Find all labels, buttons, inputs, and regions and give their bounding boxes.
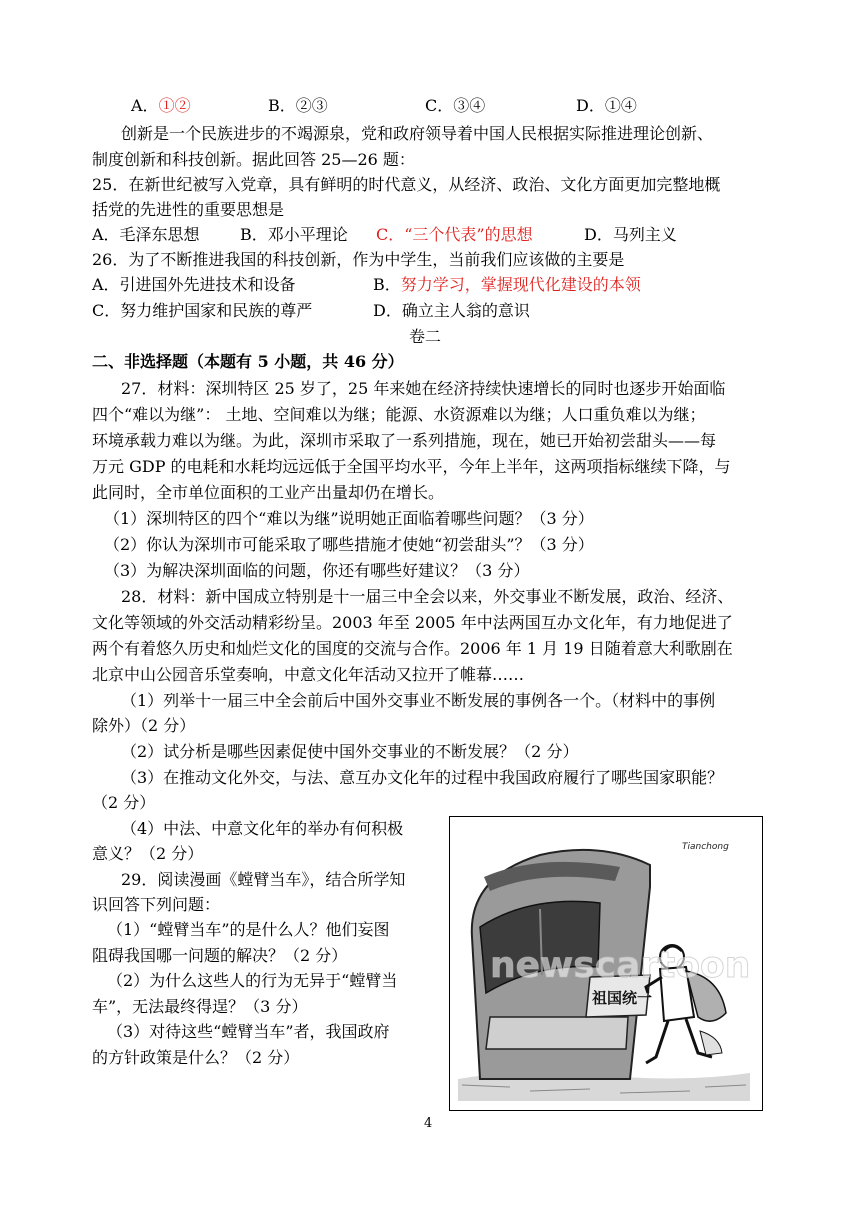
q27-sub-3: （3）为解决深圳面临的问题，你还有哪些好建议？（3 分） [104, 561, 530, 580]
figure-bag [700, 1031, 722, 1055]
q28-sub-3b: （2 分） [92, 793, 156, 812]
q29-stem-1: 29．阅读漫画《螳臂当车》，结合所学知 [121, 870, 406, 889]
cartoon-signature: Tianchong [682, 842, 729, 852]
train-label: 祖国统一 [592, 989, 653, 1007]
q27-material-3: 环境承载力难以为继。为此，深圳市采取了一系列措施，现在，她已开始初尝甜头——每 [92, 431, 717, 450]
q26-answer-b: 努力学习，掌握现代化建设的本领 [400, 275, 641, 294]
q24-option-b: B．②③ [268, 96, 328, 115]
q24-option-d: D．①④ [576, 96, 637, 115]
q26-option-d: D．确立主人翁的意识 [373, 301, 530, 320]
intro-line-2: 制度创新和科技创新。据此回答 25—26 题： [92, 150, 415, 169]
q28-material-3: 两个有着悠久历史和灿烂文化的国度的交流与合作。2006 年 1 月 19 日随着意大利歌剧在 [92, 639, 733, 658]
q26-option-b: B．努力学习，掌握现代化建设的本领 [373, 275, 641, 294]
q27-sub-1: （1）深圳特区的四个“难以为继”说明她正面临着哪些问题？（3 分） [104, 509, 594, 528]
q29-sub-3b: 的方针政策是什么？（2 分） [92, 1048, 300, 1067]
q28-sub-1a: （1）列举十一届三中全会前后中国外交事业不断发展的事例各一个。（材料中的事例 [121, 691, 716, 710]
q25-stem-1: 25．在新世纪被写入党章，具有鲜明的时代意义，从经济、政治、文化方面更加完整地概 [92, 175, 721, 194]
q28-material-2: 文化等领域的外交活动精彩纷呈。2003 年至 2005 年中法两国互办文化年，有力地促进了 [92, 613, 733, 632]
q28-sub-4b: 意义？（2 分） [92, 844, 204, 863]
q29-sub-1a: （1）“螳臂当车”的是什么人？他们妄图 [107, 920, 390, 939]
q27-sub-2: （2）你认为深圳市可能采取了哪些措施才使她“初尝甜头”？（3 分） [104, 535, 594, 554]
q28-material-4: 北京中山公园音乐堂奏响，中意文化年活动又拉开了帷幕…… [92, 665, 525, 684]
q24-answer-a: ①② [158, 96, 191, 115]
q28-sub-2: （2）试分析是哪些因素促使中国外交事业的不断发展？（2 分） [121, 742, 579, 761]
cartoon-illustration [450, 817, 761, 1109]
section-two-heading: 二、非选择题（本题有 5 小题，共 46 分） [92, 352, 404, 371]
q29-sub-1b: 阻碍我国哪一问题的解决？（2 分） [92, 946, 348, 965]
q24-option-a: A．①② [131, 96, 191, 115]
cartoon-watermark: newscartoon [490, 945, 751, 986]
q26-option-c: C．努力维护国家和民族的尊严 [92, 301, 313, 320]
q28-sub-4a: （4）中法、中意文化年的举办有何积极 [121, 819, 404, 838]
q25-option-c-answer: C．“三个代表”的思想 [376, 225, 533, 244]
q27-material-4: 万元 GDP 的电耗和水耗均远远低于全国平均水平，今年上半年，这两项指标继续下降，与 [92, 457, 731, 476]
q28-sub-3a: （3）在推动文化外交，与法、意互办文化年的过程中我国政府履行了哪些国家职能？ [121, 768, 724, 787]
q25-option-b: B．邓小平理论 [240, 225, 348, 244]
q25-stem-2: 括党的先进性的重要思想是 [92, 200, 285, 219]
volume-two-heading: 卷二 [409, 327, 442, 346]
q27-material-2: 四个“难以为继”： 土地、空间难以为继；能源、水资源难以为继；人口重负难以为继； [92, 405, 706, 424]
q28-material-1: 28．材料：新中国成立特别是十一届三中全会以来，外交事业不断发展，政治、经济、 [121, 587, 734, 606]
q29-sub-3a: （3）对待这些“螳臂当车”者，我国政府 [107, 1022, 390, 1041]
cartoon-frame [449, 816, 763, 1111]
q28-sub-1b: 除外）（2 分） [92, 716, 196, 735]
q29-sub-2b: 车”，无法最终得逞？（3 分） [92, 997, 308, 1016]
intro-line-1: 创新是一个民族进步的不竭源泉，党和政府领导着中国人民根据实际推进理论创新、 [121, 124, 714, 143]
page-number: 4 [424, 1116, 433, 1131]
q25-option-d: D．马列主义 [584, 225, 677, 244]
q29-sub-2a: （2）为什么这些人的行为无异于“螳臂当 [107, 971, 398, 990]
q25-option-a: A．毛泽东思想 [92, 225, 200, 244]
q24-option-c: C．③④ [425, 96, 486, 115]
train-front-panel [486, 1017, 628, 1049]
q26-stem: 26．为了不断推进我国的科技创新，作为中学生，当前我们应该做的主要是 [92, 250, 625, 269]
q27-material-5: 此同时，全市单位面积的工业产出量却仍在增长。 [92, 483, 445, 502]
q29-stem-2: 识回答下列问题： [92, 895, 221, 914]
q27-material-1: 27．材料：深圳特区 25 岁了，25 年来她在经济持续快速增长的同时也逐步开始面临 [121, 379, 726, 398]
q26-option-a: A．引进国外先进技术和设备 [92, 275, 296, 294]
